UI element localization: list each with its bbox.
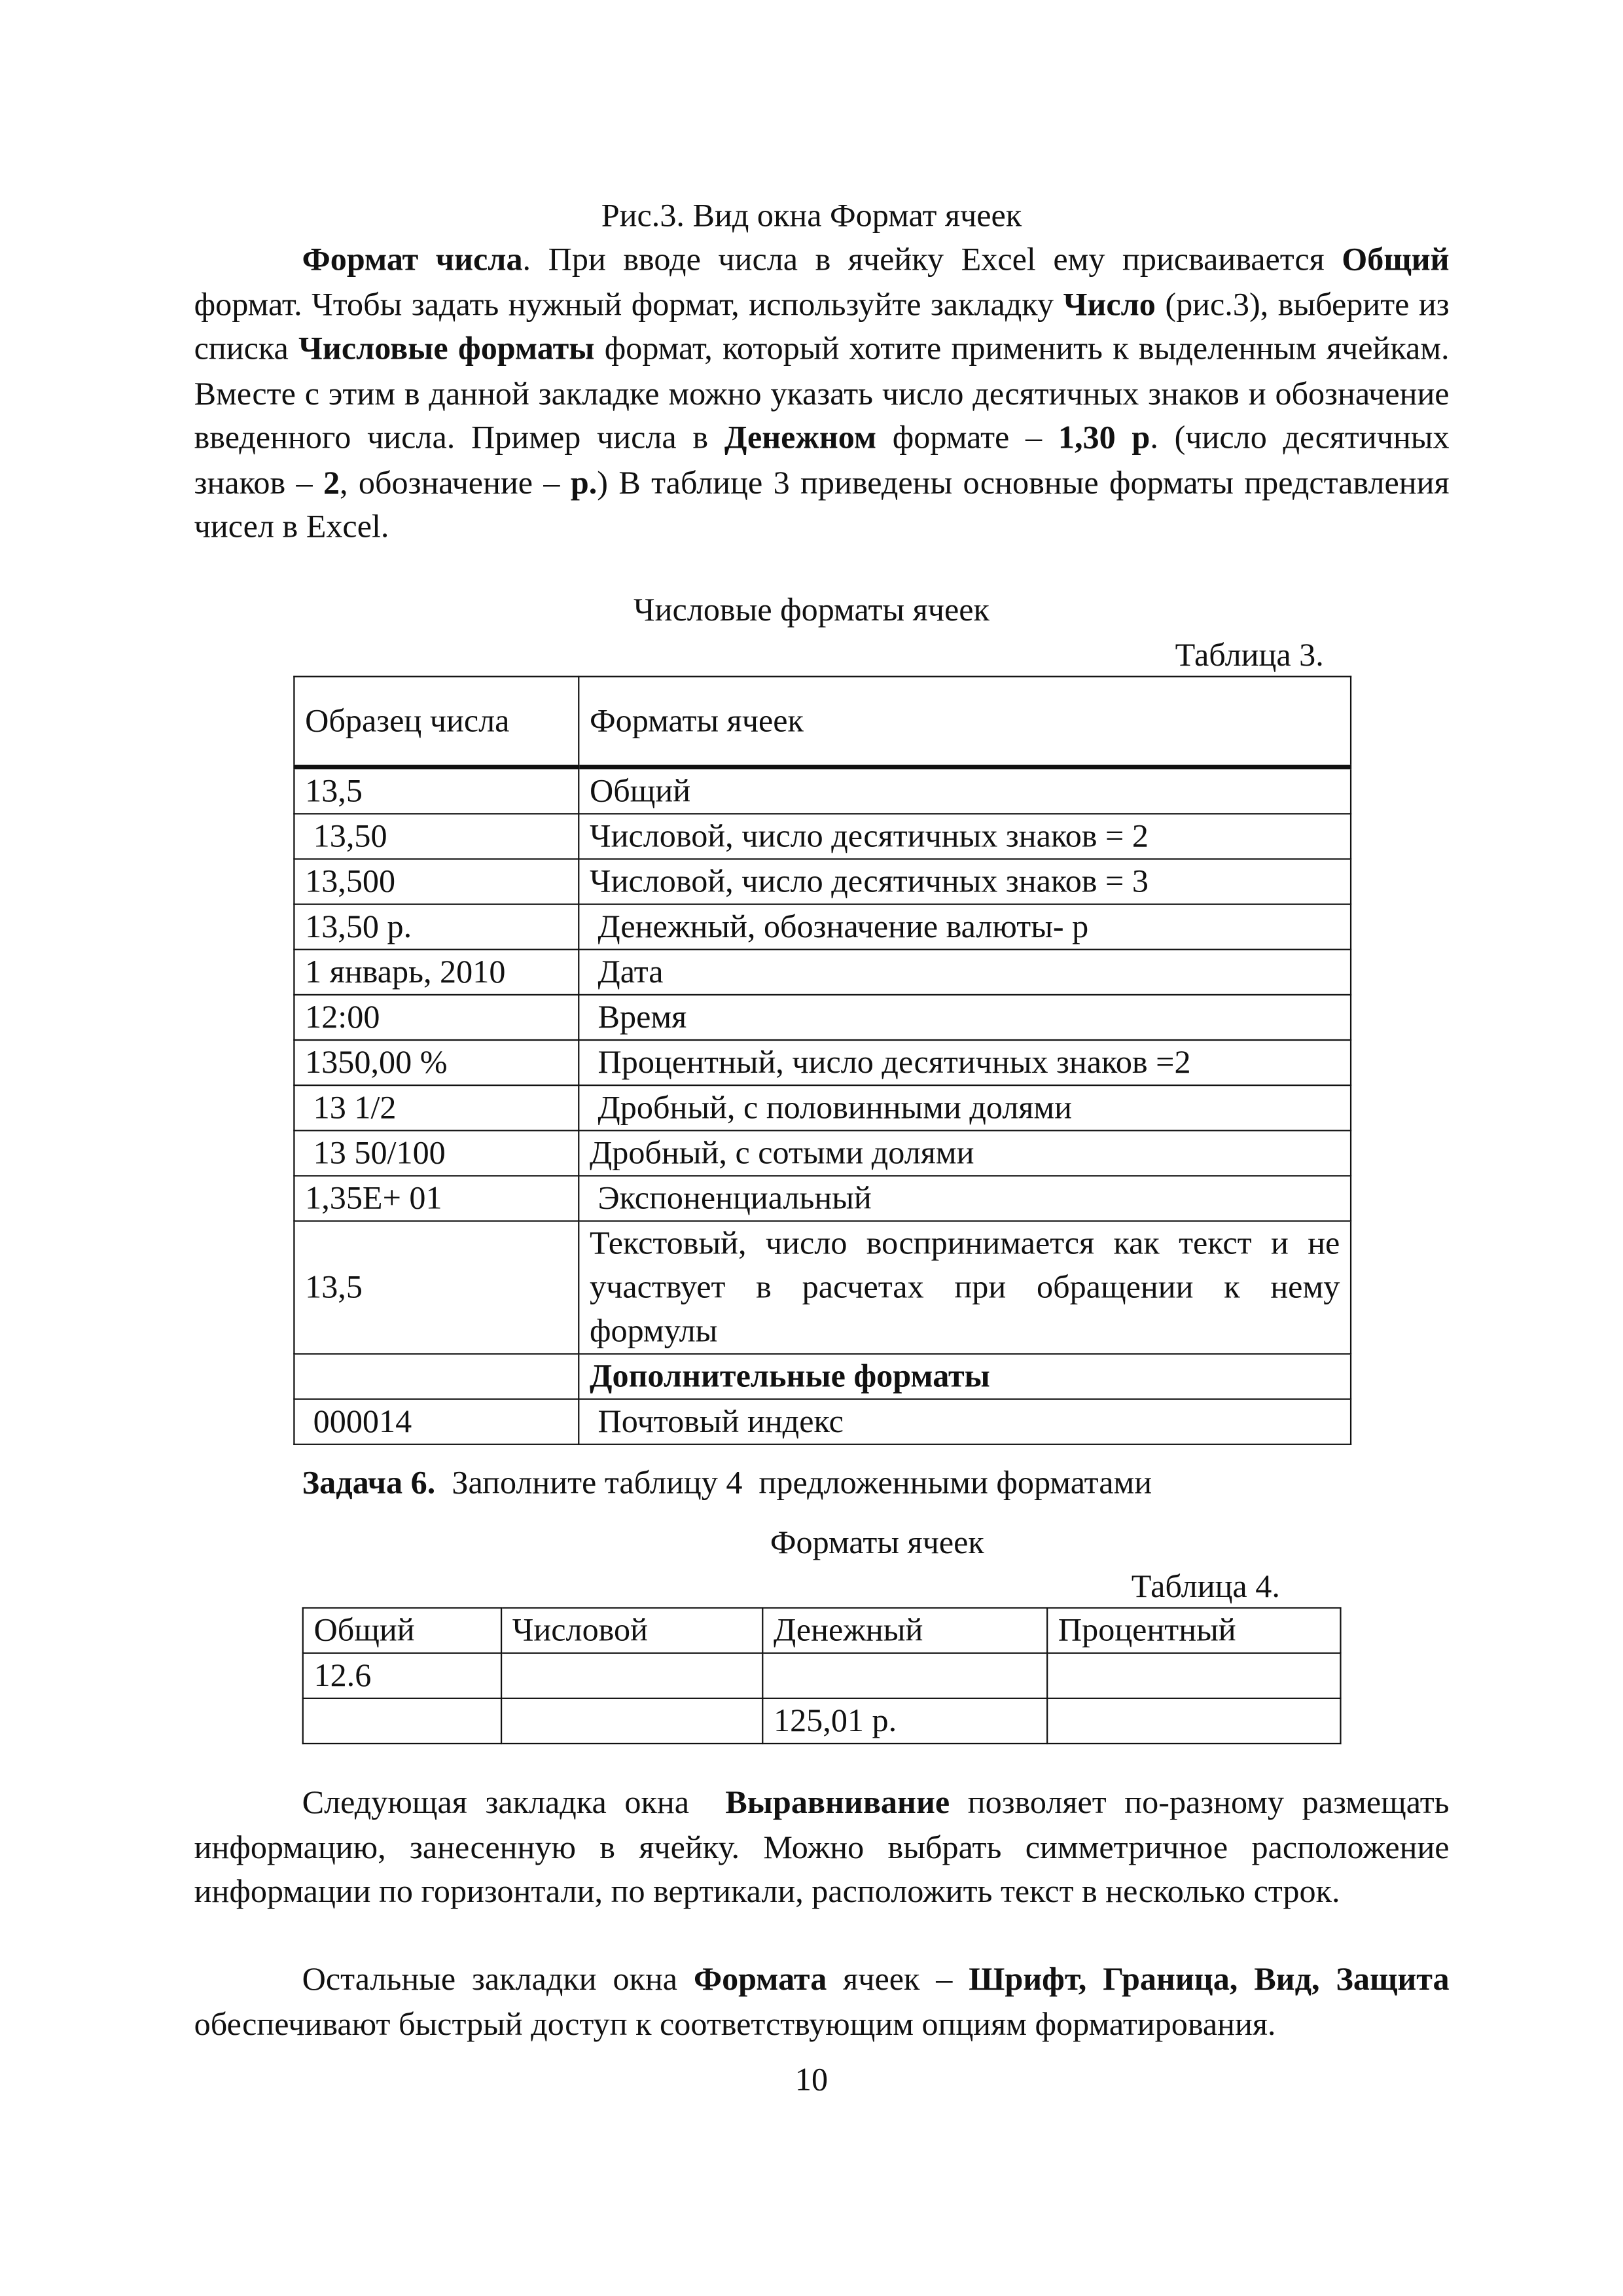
table-row xyxy=(294,1175,1351,1221)
table-cell xyxy=(501,1698,762,1744)
format-cell: Текстовый, число воспринимается как текст и не участвует в расчетах при обращении к нему формулы xyxy=(579,1221,1351,1354)
table-header-cell: Числовой xyxy=(501,1608,762,1653)
table-header-cell: Форматы ячеек xyxy=(579,677,1351,767)
sample-cell: 13,50 р. xyxy=(294,905,579,950)
table-row xyxy=(294,1399,1351,1444)
paragraph-alignment: Следующая закладка окна Выравнивание позволяет по-разному размещать информацию, занесенную в ячейку. Можно выбрать симметричное расположение информации по горизонтали, по вертикали, расположить текст в несколько строк. xyxy=(194,1784,1450,1910)
page-number: 10 xyxy=(794,2061,829,2098)
table-cell xyxy=(1047,1653,1340,1698)
sample-cell: 13,5 xyxy=(294,767,579,814)
table4-number: Таблица 4. xyxy=(1131,1568,1280,1604)
format-cell: Числовой, число десятичных знаков = 3 xyxy=(579,859,1351,904)
format-cell: Общий xyxy=(579,767,1351,814)
table-cell xyxy=(762,1653,1047,1698)
table-row xyxy=(294,767,1351,814)
sample-cell: 13,5 xyxy=(294,1221,579,1354)
table-row xyxy=(294,814,1351,859)
table-header-cell: Процентный xyxy=(1047,1608,1340,1653)
table-row xyxy=(294,1040,1351,1085)
table-header-cell: Денежный xyxy=(762,1608,1047,1653)
sample-cell: 1,35E+ 01 xyxy=(294,1175,579,1221)
table-row xyxy=(303,1653,1341,1698)
format-cell: Дробный, с сотыми долями xyxy=(579,1130,1351,1175)
sample-cell xyxy=(294,1354,579,1399)
table-row xyxy=(294,995,1351,1040)
table-cell xyxy=(1047,1698,1340,1744)
table3-title: Числовые форматы ячеек xyxy=(633,591,990,628)
format-cell: Дата xyxy=(579,950,1351,995)
task6-text: Заполните таблицу 4 предложенными форматами xyxy=(435,1463,1152,1501)
table-header-cell: Общий xyxy=(303,1608,501,1653)
sample-cell: 13,500 xyxy=(294,859,579,904)
sample-cell: 13 1/2 xyxy=(294,1085,579,1130)
table-cell xyxy=(303,1698,501,1744)
paragraph-number-format: Формат числа. При вводе числа в ячейку Excel ему присваивается Общий формат. Чтобы задать нужный формат, используйте закладку Число (рис.3), выберите из списка Числовые форматы формат, который хотите применить к выделенным ячейкам. Вместе с этим в данной закладке можно указать число десятичных знаков и обозначение введенного числа. Пример числа в Денежном формате – 1,30 р. (число десятичных знаков – 2, обозначение – р.) В таблице 3 приведены основные форматы представления чисел в Excel. xyxy=(194,240,1450,545)
table-header-row xyxy=(303,1608,1341,1653)
sample-cell: 1350,00 % xyxy=(294,1040,579,1085)
format-cell: Процентный, число десятичных знаков =2 xyxy=(579,1040,1351,1085)
table-row xyxy=(294,1130,1351,1175)
figure-caption: Рис.3. Вид окна Формат ячеек xyxy=(601,197,1022,234)
table3 xyxy=(293,676,1351,1445)
table-header-row xyxy=(294,677,1351,767)
sample-cell: 12:00 xyxy=(294,995,579,1040)
task6-label: Задача 6. xyxy=(302,1463,436,1501)
term-tabs: Шрифт, Граница, Вид, Защита xyxy=(969,1960,1450,1997)
format-cell: Время xyxy=(579,995,1351,1040)
table-row xyxy=(294,905,1351,950)
format-cell: Экспоненциальный xyxy=(579,1175,1351,1221)
table-cell xyxy=(501,1653,762,1698)
table-row xyxy=(294,1354,1351,1399)
sample-cell: 13,50 xyxy=(294,814,579,859)
table-cell: 125,01 р. xyxy=(762,1698,1047,1744)
format-cell: Дробный, с половинными долями xyxy=(579,1085,1351,1130)
table4 xyxy=(302,1607,1342,1744)
table-row xyxy=(303,1698,1341,1744)
format-cell: Числовой, число десятичных знаков = 2 xyxy=(579,814,1351,859)
table-row xyxy=(294,1085,1351,1130)
paragraph-other-tabs: Остальные закладки окна Формата ячеек – Шрифт, Граница, Вид, Защита обеспечивают быстрый доступ к соответствующим опциям форматирования. xyxy=(194,1960,1450,2041)
sample-cell: 13 50/100 xyxy=(294,1130,579,1175)
sample-cell: 1 январь, 2010 xyxy=(294,950,579,995)
format-cell: Денежный, обозначение валюты- р xyxy=(579,905,1351,950)
table4-title: Форматы ячеек xyxy=(770,1524,984,1561)
table-header-cell: Образец числа xyxy=(294,677,579,767)
table-row xyxy=(294,950,1351,995)
sample-cell: 000014 xyxy=(294,1399,579,1444)
table-cell: 12.6 xyxy=(303,1653,501,1698)
term-alignment: Выравнивание xyxy=(725,1784,950,1821)
term-number-format: Формат числа xyxy=(302,240,523,278)
format-cell: Почтовый индекс xyxy=(579,1399,1351,1444)
task6 xyxy=(302,1461,1152,1505)
table-row xyxy=(294,1221,1351,1354)
table-row xyxy=(294,859,1351,904)
extra-formats-header: Дополнительные форматы xyxy=(579,1354,1351,1399)
table3-number: Таблица 3. xyxy=(1175,636,1324,673)
